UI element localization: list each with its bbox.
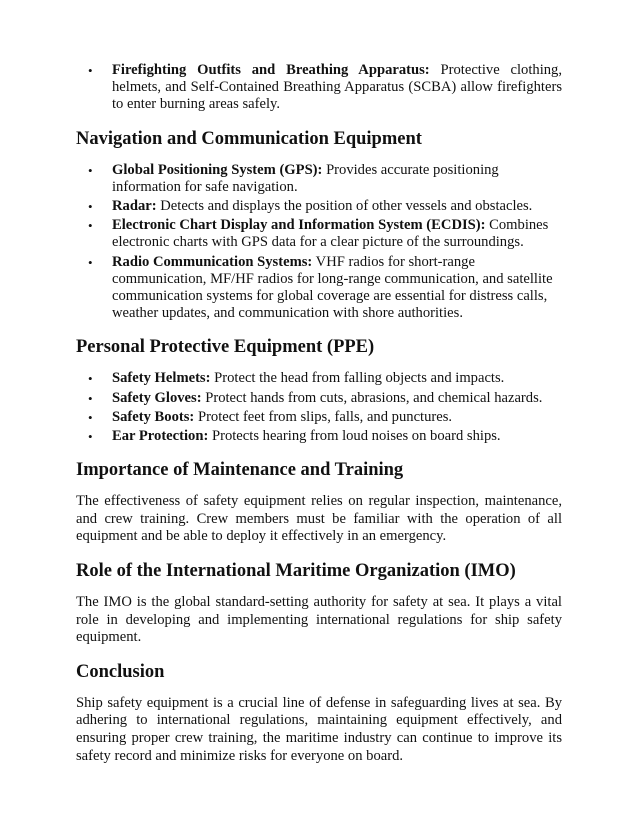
list-item-term: Firefighting Outfits and Breathing Apparatus: <box>112 62 430 78</box>
list-item-desc: VHF radios for short-range communication, MF/HF radios for long-range communication, and satellite communication systems for global coverage are essential for distress calls, weather updates, and communication with shore authorities. <box>112 253 553 322</box>
list-item <box>76 428 562 445</box>
navigation-list <box>76 162 562 323</box>
list-item-desc: Protect feet from slips, falls, and punctures. <box>197 408 453 425</box>
list-item-term: Safety Boots: <box>112 408 195 425</box>
list-item-term: Safety Helmets: <box>112 370 211 387</box>
section-heading-imo: Role of the International Maritime Organization (IMO) <box>76 561 516 582</box>
section-heading-navigation: Navigation and Communication Equipment <box>76 128 422 149</box>
list-item-desc: Protects hearing from loud noises on board ships. <box>211 428 501 445</box>
list-item-desc: Detects and displays the position of other vessels and obstacles. <box>160 198 533 215</box>
list-item <box>76 198 562 215</box>
conclusion-paragraph: Ship safety equipment is a crucial line of defense in safeguarding lives at sea. By adhering to international regulations, maintaining equipment effectively, and ensuring proper crew training, the maritime industry can continue to improve its safety record and minimize risks for everyone on board. <box>76 694 562 764</box>
list-item-desc: Protect the head from falling objects and impacts. <box>214 370 505 387</box>
list-item <box>76 409 562 426</box>
firefighting-list <box>76 62 562 114</box>
list-item-desc: Protective clothing, helmets, and Self-Contained Breathing Apparatus (SCBA) allow firefighters to enter burning areas safely. <box>112 62 562 113</box>
section-heading-conclusion: Conclusion <box>76 661 165 682</box>
list-item <box>76 370 562 387</box>
list-item-term: Radio Communication Systems: <box>112 253 313 270</box>
list-item-desc: Provides accurate positioning information for safe navigation. <box>112 161 499 195</box>
list-item <box>76 162 562 196</box>
section-heading-maintenance: Importance of Maintenance and Training <box>76 460 404 481</box>
section-heading-ppe: Personal Protective Equipment (PPE) <box>76 337 375 358</box>
list-item-term: Global Positioning System (GPS): <box>112 161 323 178</box>
list-item <box>76 254 562 323</box>
list-item <box>76 390 562 407</box>
list-item-term: Ear Protection: <box>112 428 209 445</box>
list-item-term: Electronic Chart Display and Information System (ECDIS): <box>112 217 486 234</box>
imo-paragraph: The IMO is the global standard-setting authority for safety at sea. It plays a vital role in developing and implementing international regulations for ship safety equipment. <box>76 594 562 646</box>
list-item <box>76 217 562 251</box>
list-item <box>76 62 562 114</box>
list-item-desc: Combines electronic charts with GPS data for a clear picture of the surroundings. <box>112 217 549 251</box>
maintenance-paragraph: The effectiveness of safety equipment relies on regular inspection, maintenance, and crew training. Crew members must be familiar with the operation of all equipment and be able to deploy it effectively in an emergency. <box>76 493 562 545</box>
list-item-term: Radar: <box>112 198 157 215</box>
document-page <box>76 62 562 771</box>
list-item-term: Safety Gloves: <box>112 389 202 406</box>
list-item-desc: Protect hands from cuts, abrasions, and chemical hazards. <box>205 389 543 406</box>
ppe-list <box>76 370 562 445</box>
